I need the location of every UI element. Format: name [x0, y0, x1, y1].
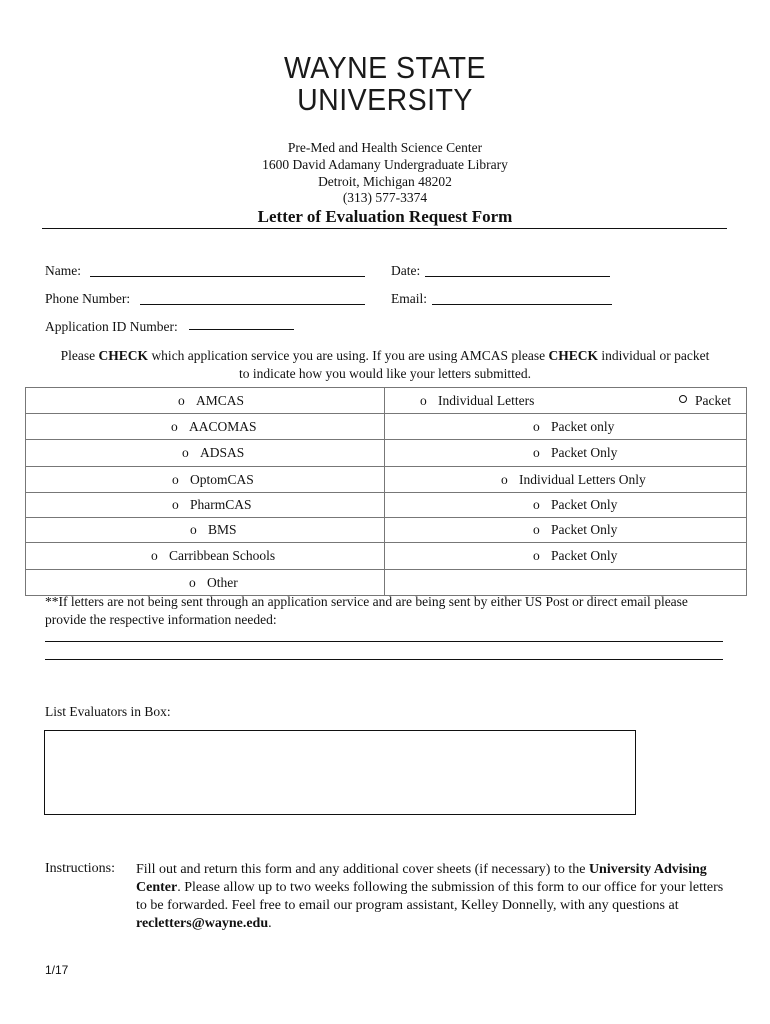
service-option-amcas[interactable]	[178, 393, 244, 409]
logo-line-1: WAYNE STATE	[283, 50, 487, 85]
application-service-table	[25, 387, 747, 596]
checkbox-bullet[interactable]: o	[533, 548, 540, 563]
checkbox-bullet[interactable]: o	[182, 445, 189, 460]
table-row	[26, 440, 747, 467]
checkbox-bullet[interactable]: o	[172, 471, 179, 487]
checkbox-bullet[interactable]: o	[501, 471, 508, 487]
address-line-2: Detroit, Michigan 48202	[318, 174, 452, 189]
format-label: Packet Only	[551, 445, 618, 460]
logo-line-2: UNIVERSITY	[297, 82, 473, 117]
service-label: BMS	[208, 522, 237, 537]
date-field[interactable]	[425, 276, 610, 277]
format-option-packet[interactable]	[533, 419, 614, 435]
check-text-1: Please	[60, 348, 99, 363]
format-option-packet[interactable]	[533, 445, 617, 461]
service-cell	[26, 570, 385, 596]
checkbox-bullet[interactable]: o	[533, 497, 540, 512]
format-label: Packet Only	[551, 522, 618, 537]
format-option-packet[interactable]	[533, 522, 617, 538]
evaluators-label: List Evaluators in Box:	[45, 704, 171, 719]
service-cell	[26, 493, 385, 518]
service-label: PharmCAS	[190, 497, 252, 512]
format-cell	[385, 414, 747, 440]
service-label: AACOMAS	[189, 418, 257, 434]
check-instruction	[0, 347, 770, 383]
format-cell	[385, 543, 747, 570]
service-cell	[26, 467, 385, 493]
phone-label: Phone Number:	[45, 291, 131, 306]
check-text-3: individual or packet	[597, 348, 710, 363]
format-cell	[385, 440, 747, 467]
check-text-line-2: to indicate how you would like your letters submitted.	[238, 366, 532, 381]
delivery-info-line-1[interactable]	[45, 641, 723, 642]
phone-number: (313) 577-3374	[342, 190, 428, 205]
format-option-packet[interactable]	[533, 548, 617, 564]
delivery-note	[45, 593, 725, 629]
service-option-aacomas[interactable]	[171, 419, 257, 435]
service-cell	[26, 388, 385, 414]
checkbox-bullet[interactable]: o	[533, 522, 540, 537]
page-title: Letter of Evaluation Request Form	[257, 207, 513, 226]
format-cell-empty	[385, 570, 747, 596]
service-option-caribbean[interactable]	[151, 548, 275, 564]
format-label: Packet only	[551, 418, 615, 434]
format-cell	[385, 388, 747, 414]
format-option-packet[interactable]	[533, 497, 617, 513]
format-option-packet[interactable]	[679, 393, 731, 409]
service-option-bms[interactable]	[190, 522, 237, 538]
format-option-individual[interactable]	[420, 393, 534, 409]
instructions-label: Instructions:	[45, 861, 115, 876]
checkbox-bullet[interactable]: o	[151, 548, 158, 563]
checkbox-bullet[interactable]: o	[172, 497, 179, 512]
service-cell	[26, 414, 385, 440]
table-row	[26, 493, 747, 518]
check-bold-2: CHECK	[548, 348, 598, 363]
check-text-2: which application service you are using. If you are using AMCAS please	[148, 348, 549, 363]
table-row	[26, 518, 747, 543]
contact-email[interactable]: recletters@wayne.edu	[136, 916, 269, 931]
name-label: Name:	[45, 263, 81, 278]
service-option-other[interactable]	[189, 575, 238, 591]
checkbox-bullet[interactable]: o	[533, 418, 540, 434]
table-row	[26, 388, 747, 414]
application-id-label: Application ID Number:	[45, 319, 178, 334]
email-field[interactable]	[432, 304, 612, 305]
service-label: Other	[207, 574, 238, 590]
table-row	[26, 414, 747, 440]
email-label: Email:	[391, 291, 427, 306]
org-name: Pre-Med and Health Science Center	[287, 140, 483, 155]
checkbox-bullet[interactable]: o	[189, 574, 196, 590]
format-label: Individual Letters	[438, 392, 535, 408]
radio-circle-icon[interactable]	[679, 395, 687, 403]
check-bold-1: CHECK	[98, 348, 149, 363]
service-cell	[26, 543, 385, 570]
address-line-1: 1600 David Adamany Undergraduate Library	[262, 157, 508, 172]
service-cell	[26, 440, 385, 467]
instructions-part-1: Fill out and return this form and any additional cover sheets (if necessary) to the	[136, 862, 589, 877]
checkbox-bullet[interactable]: o	[178, 392, 185, 408]
table-row	[26, 543, 747, 570]
service-label: Carribbean Schools	[169, 548, 276, 563]
format-label: Packet	[695, 392, 731, 408]
service-cell	[26, 518, 385, 543]
delivery-note-line-2: provide the respective information needed:	[45, 612, 277, 627]
service-label: AMCAS	[196, 392, 245, 408]
delivery-info-line-2[interactable]	[45, 659, 723, 660]
date-label: Date:	[391, 263, 421, 278]
checkbox-bullet[interactable]: o	[171, 418, 178, 434]
checkbox-bullet[interactable]: o	[190, 522, 197, 537]
service-label: OptomCAS	[190, 471, 254, 487]
service-label: ADSAS	[200, 445, 245, 460]
table-row	[26, 467, 747, 493]
phone-field[interactable]	[140, 304, 365, 305]
page-footer: 1/17	[45, 963, 69, 977]
application-id-field[interactable]	[189, 329, 294, 330]
checkbox-bullet[interactable]: o	[533, 445, 540, 460]
format-cell	[385, 467, 747, 493]
service-option-pharmcas[interactable]	[172, 497, 252, 513]
format-label: Individual Letters Only	[519, 471, 646, 487]
table-row	[26, 570, 747, 596]
title-divider	[42, 228, 727, 229]
instructions-bold-1: University Advising Center	[136, 862, 707, 895]
format-label: Packet Only	[551, 497, 618, 512]
university-logo	[0, 52, 770, 116]
evaluators-box[interactable]	[44, 730, 636, 815]
checkbox-bullet[interactable]: o	[420, 392, 427, 408]
name-field[interactable]	[90, 276, 365, 277]
service-option-optomcas[interactable]	[172, 472, 254, 488]
format-cell	[385, 493, 747, 518]
instructions-part-3: .	[268, 916, 272, 931]
format-option-individual[interactable]	[501, 472, 646, 488]
instructions-part-2: . Please allow up to two weeks following the submission of this form to our office for your letters to be forwarded. Feel free to email our program assistant, Kelley Donnelly, with any questions at	[136, 880, 724, 913]
format-cell	[385, 518, 747, 543]
service-option-adsas[interactable]	[182, 445, 244, 461]
instructions-text	[136, 861, 736, 933]
format-label: Packet Only	[551, 548, 618, 563]
delivery-note-line-1: **If letters are not being sent through an application service and are being sent by either US Post or direct email please	[45, 594, 688, 609]
